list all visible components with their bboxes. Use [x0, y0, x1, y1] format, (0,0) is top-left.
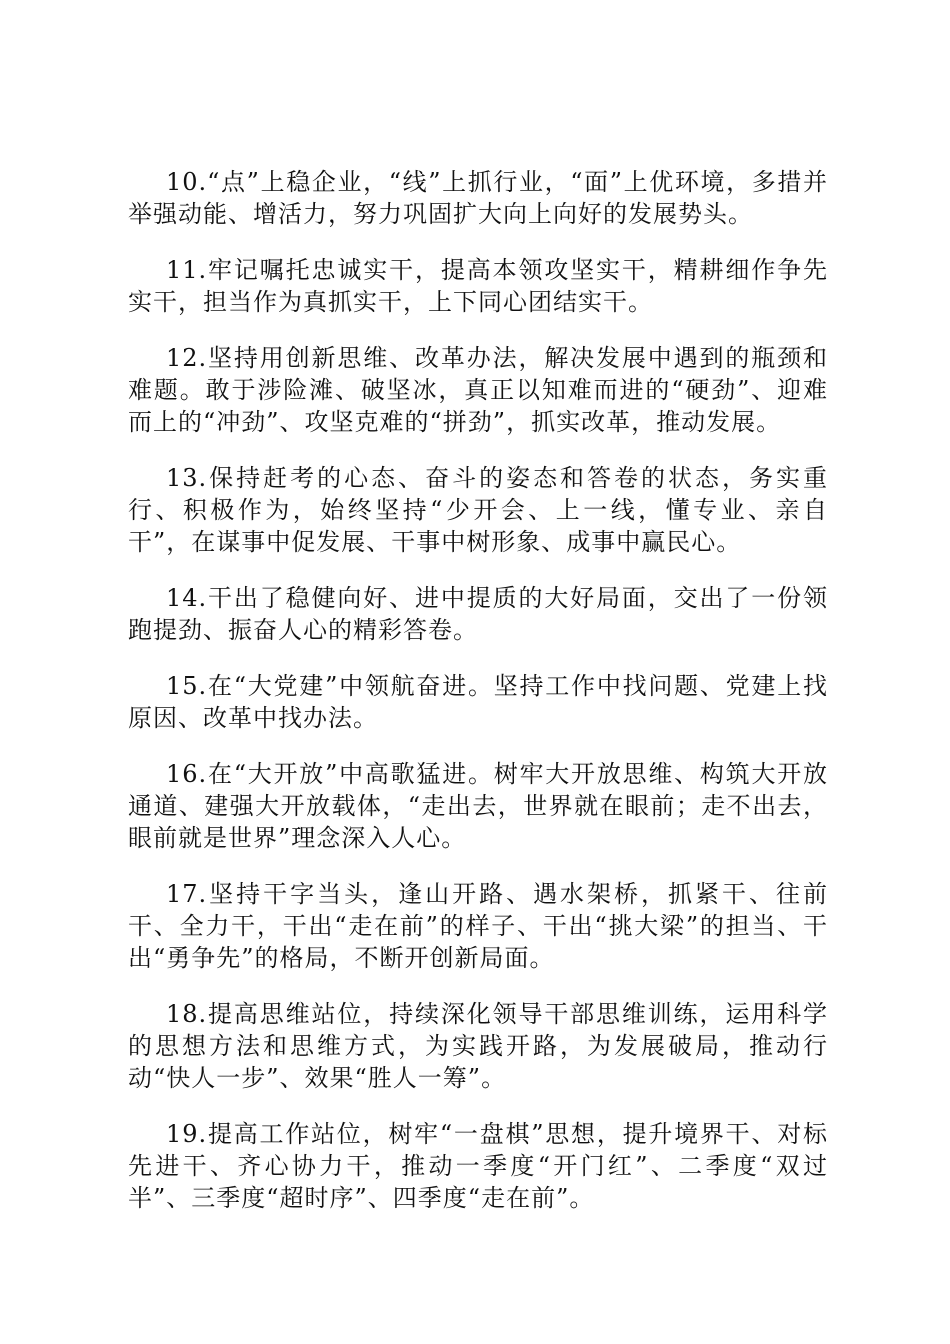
paragraph-15: 15.在“大党建”中领航奋进。坚持工作中找问题、党建上找原因、改革中找办法。 — [128, 672, 828, 732]
paragraph-10: 10.“点”上稳企业，“线”上抓行业，“面”上优环境，多措并举强动能、增活力，努力巩固扩大向上向好的发展势头。 — [128, 168, 828, 228]
paragraph-14: 14.干出了稳健向好、进中提质的大好局面，交出了一份领跑提劲、振奋人心的精彩答卷。 — [128, 584, 828, 644]
paragraph-11: 11.牢记嘱托忠诚实干，提高本领攻坚实干，精耕细作争先实干，担当作为真抓实干，上下同心团结实干。 — [128, 256, 828, 316]
paragraph-16: 16.在“大开放”中高歌猛进。树牢大开放思维、构筑大开放通道、建强大开放载体，“走出去，世界就在眼前；走不出去，眼前就是世界”理念深入人心。 — [128, 760, 828, 852]
paragraph-18: 18.提高思维站位，持续深化领导干部思维训练，运用科学的思想方法和思维方式，为实践开路，为发展破局，推动行动“快人一步”、效果“胜人一筹”。 — [128, 1000, 828, 1092]
document-body — [128, 166, 828, 1214]
paragraph-19: 19.提高工作站位，树牢“一盘棋”思想，提升境界干、对标先进干、齐心协力干，推动一季度“开门红”、二季度“双过半”、三季度“超时序”、四季度“走在前”。 — [128, 1120, 828, 1212]
paragraph-12: 12.坚持用创新思维、改革办法，解决发展中遇到的瓶颈和难题。敢于涉险滩、破坚冰，真正以知难而进的“硬劲”、迎难而上的“冲劲”、攻坚克难的“拼劲”，抓实改革，推动发展。 — [128, 344, 828, 436]
paragraph-17: 17.坚持干字当头，逢山开路、遇水架桥，抓紧干、往前干、全力干，干出“走在前”的样子、干出“挑大梁”的担当、干出“勇争先”的格局，不断开创新局面。 — [128, 880, 828, 972]
paragraph-13: 13.保持赶考的心态、奋斗的姿态和答卷的状态，务实重行、积极作为，始终坚持“少开会、上一线，懂专业、亲自干”，在谋事中促发展、干事中树形象、成事中赢民心。 — [128, 464, 828, 556]
